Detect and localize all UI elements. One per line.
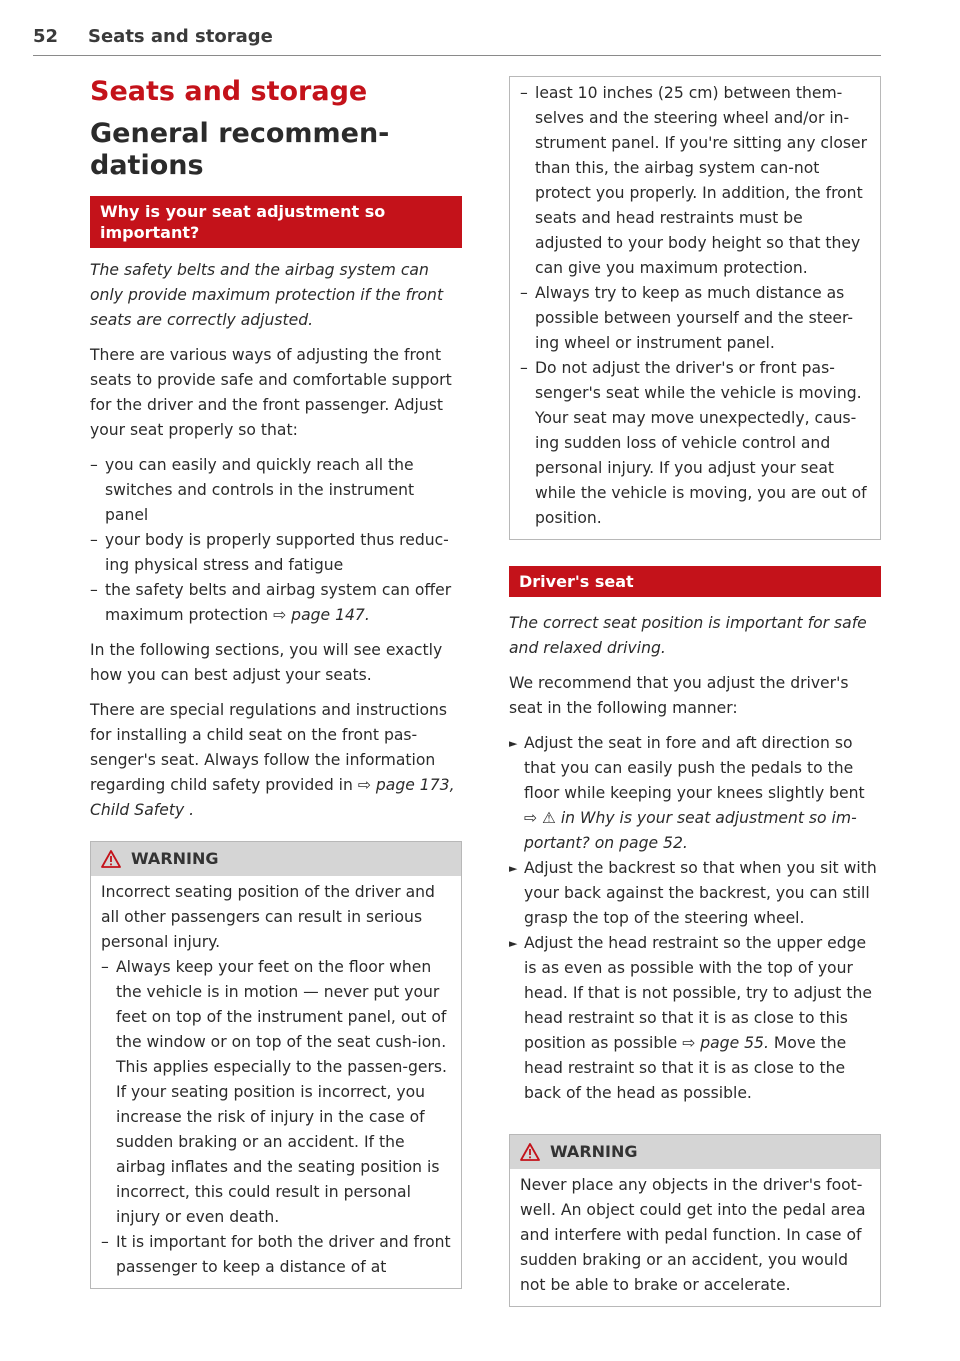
steps-list [509,731,881,1106]
warning-body [91,876,461,1288]
intro-text: The correct seat position is important for safe and relaxed driving. [509,614,867,657]
warning-box-continued [509,76,881,540]
paragraph: There are special regulations and instructions for installing a child seat on the front pas-senger's seat. Always follow the information regarding child safety provided in ⇨ page 173, Child Safety . [90,701,455,819]
list-item: – you can easily and quickly reach all the switches and controls in the instrument panel [90,453,462,528]
warning-title: WARNING [131,849,219,868]
warning-header [510,1135,880,1169]
intro-text: The safety belts and the airbag system can only provide maximum protection if the front seats are correctly adjusted. [90,261,444,329]
paragraph: We recommend that you adjust the driver's seat in the following manner: [509,674,849,717]
warning-intro: Incorrect seating position of the driver and all other passengers can result in serious personal injury. [101,883,435,951]
list-item: – Always try to keep as much distance as possible between yourself and the steer-ing wheel or instrument panel. [520,281,870,356]
step-item: ► Adjust the backrest so that when you sit with your back against the backrest, you can still grasp the top of the steering wheel. [509,856,881,931]
step-item: ► Adjust the seat in fore and aft direction so that you can easily push the pedals to the floor while keeping your knees slightly bent ⇨ ⚠ in Why is your seat adjustment so im-portant? on page 52. [509,731,881,856]
paragraph: There are various ways of adjusting the front seats to provide safe and comfortable support for the driver and the front passenger. Adjust your seat properly so that: [90,346,452,439]
list-item: – Always keep your feet on the floor when the vehicle is in motion — never put your feet on top of the instrument panel, out of the window or on top of the seat cush-ion. This applies especially to the passen-gers. If your seating position is incorrect, you increase the risk of injury in the case of sudden braking or an accident. If the airbag inflates and the seating position is incorrect, this could result in personal injury or even death. [101,955,451,1230]
page-header [33,26,881,56]
paragraph: In the following sections, you will see exactly how you can best adjust your seats. [90,641,443,684]
warning-box [90,841,462,1289]
left-column [90,76,462,1289]
subsection-heading-drivers-seat: Driver's seat [509,566,881,597]
page-reference-link[interactable]: ⇨ page 173, Child Safety . [90,776,455,819]
warning-triangle-icon [520,1143,540,1161]
warning-list [101,955,451,1280]
list-item-continued: – least 10 inches (25 cm) between them-selves and the steering wheel and/or in-strument panel. If you're sitting any closer than this, the airbag system can-not protect you properly. In addition, the front seats and head restraints must be adjusted to your body height so that they can give you maximum protection. [520,81,870,281]
warning-title: WARNING [550,1142,638,1161]
warning-text: Never place any objects in the driver's foot-well. An object could get into the pedal area and interfere with pedal function. In case of sudden braking or an accident, you would not be able to brake or accelerate. [520,1176,866,1294]
right-column [509,76,881,1307]
page-reference-link[interactable]: ⇨ ⚠ in Why is your seat adjustment so im-portant? on page 52. [524,809,857,852]
warning-triangle-icon [101,850,121,868]
list-item: – the safety belts and airbag system can offer maximum protection ⇨ page 147. [90,578,462,628]
list-item: – your body is properly supported thus reduc-ing physical stress and fatigue [90,528,462,578]
step-item: ► Adjust the head restraint so the upper edge is as even as possible with the top of your head. If that is not possible, try to adjust the head restraint so that it is as close to this position as possible ⇨ page 55. Move the head restraint so that it is as close to the back of the head as possible. [509,931,881,1106]
header-title: Seats and storage [88,26,273,47]
chapter-title: Seats and storage [90,76,368,107]
warning-body [510,1169,880,1306]
page-reference-link[interactable]: ⇨ page 55. [682,1034,769,1052]
requirements-list [90,453,462,628]
warning-box [509,1134,881,1307]
subsection-heading-seat-adjustment: Why is your seat adjustment so important? [90,196,462,248]
section-title: General recommen-dations [90,118,390,181]
page-number: 52 [33,26,59,47]
page-reference-link[interactable]: ⇨ page 147. [273,606,370,624]
warning-list [520,81,870,531]
list-item: – Do not adjust the driver's or front pas-senger's seat while the vehicle is moving. Your seat may move unexpectedly, caus-ing sudden loss of vehicle control and personal injury. If you adjust your seat while the vehicle is moving, you are out of position. [520,356,870,531]
warning-header [91,842,461,876]
list-item: – It is important for both the driver and front passenger to keep a distance of at [101,1230,451,1280]
warning-body [510,77,880,539]
